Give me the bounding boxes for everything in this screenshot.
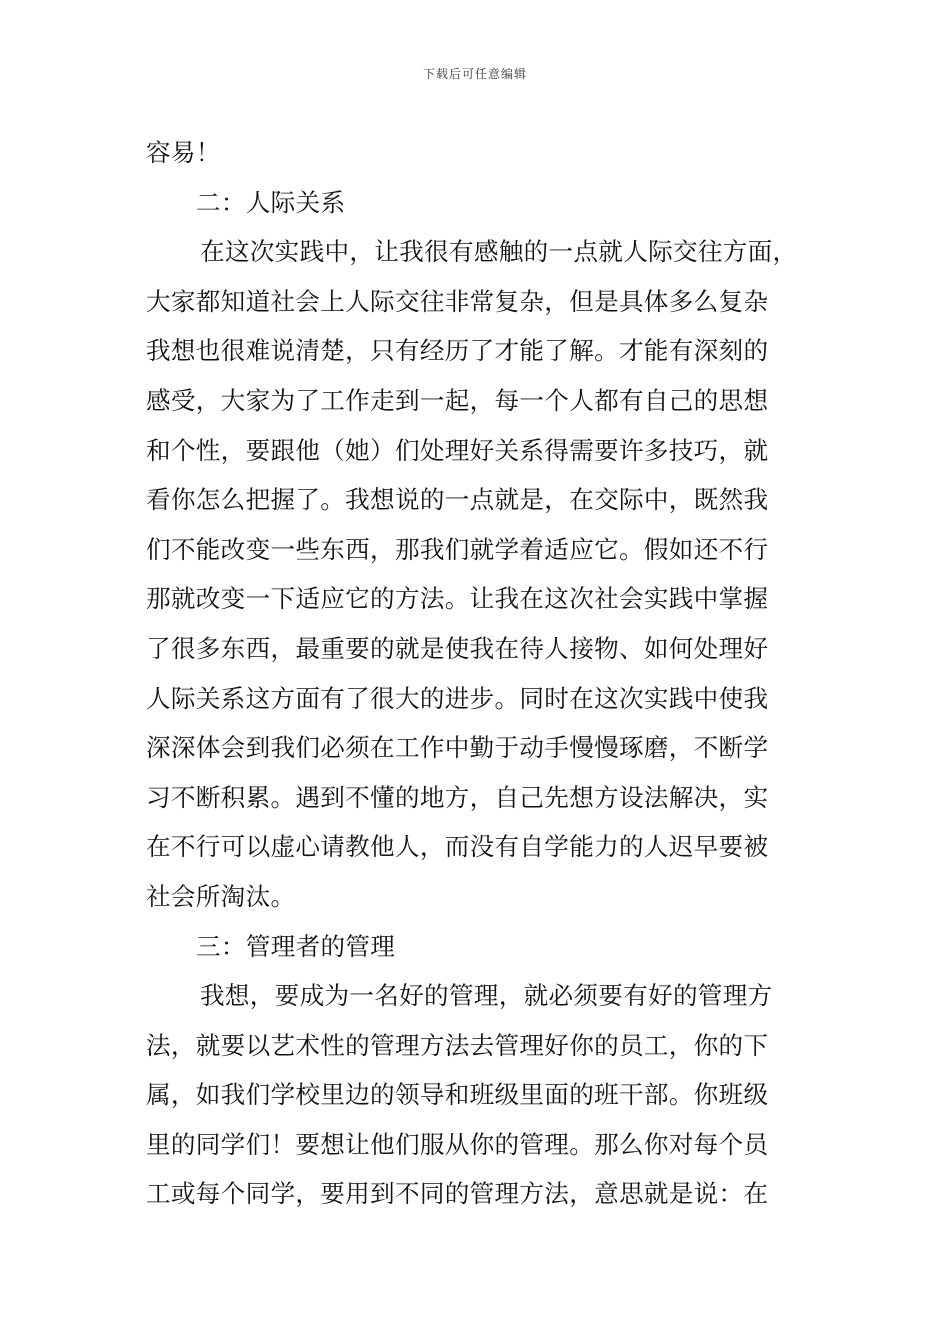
text-line: 人际关系这方面有了很大的进步。同时在这次实践中使我 (146, 683, 769, 713)
page-header: 下载后可任意编辑 (422, 67, 527, 81)
text-line: 深深体会到我们必须在工作中勤于动手慢慢琢磨，不断学 (146, 733, 769, 763)
text-line: 了很多东西，最重要的就是使我在待人接物、如何处理好 (146, 633, 769, 663)
text-line: 里的同学们！要想让他们服从你的管理。那么你对每个员 (146, 1129, 769, 1159)
text-line: 在这次实践中，让我很有感触的一点就人际交往方面， (200, 237, 798, 267)
text-line: 社会所淘汰。 (146, 881, 296, 911)
text-line: 看你怎么把握了。我想说的一点就是，在交际中，既然我 (146, 485, 769, 515)
section-heading: 二：人际关系 (196, 187, 346, 217)
text-line: 那就改变一下适应它的方法。让我在这次社会实践中掌握 (146, 584, 769, 614)
text-line: 习不断积累。遇到不懂的地方，自己先想方设法解决，实 (146, 782, 769, 812)
text-line: 和个性，要跟他（她）们处理好关系得需要许多技巧，就 (146, 435, 769, 465)
text-line: 属，如我们学校里边的领导和班级里面的班干部。你班级 (146, 1080, 769, 1110)
text-line: 感受，大家为了工作走到一起，每一个人都有自己的思想 (146, 385, 769, 415)
document-body (146, 128, 810, 1219)
text-line: 大家都知道社会上人际交往非常复杂，但是具体多么复杂 (146, 286, 769, 316)
text-line: 们不能改变一些东西，那我们就学着适应它。假如还不行 (146, 534, 769, 564)
text-line: 在不行可以虚心请教他人，而没有自学能力的人迟早要被 (146, 832, 769, 862)
text-line: 工或每个同学，要用到不同的管理方法，意思就是说：在 (146, 1179, 769, 1209)
text-line: 容易！ (146, 138, 221, 167)
section-heading: 三：管理者的管理 (196, 931, 396, 961)
text-line: 法，就要以艺术性的管理方法去管理好你的员工，你的下 (146, 1030, 769, 1060)
text-line: 我想，要成为一名好的管理，就必须要有好的管理方 (200, 981, 773, 1011)
text-line: 我想也很难说清楚，只有经历了才能了解。才能有深刻的 (146, 336, 769, 366)
